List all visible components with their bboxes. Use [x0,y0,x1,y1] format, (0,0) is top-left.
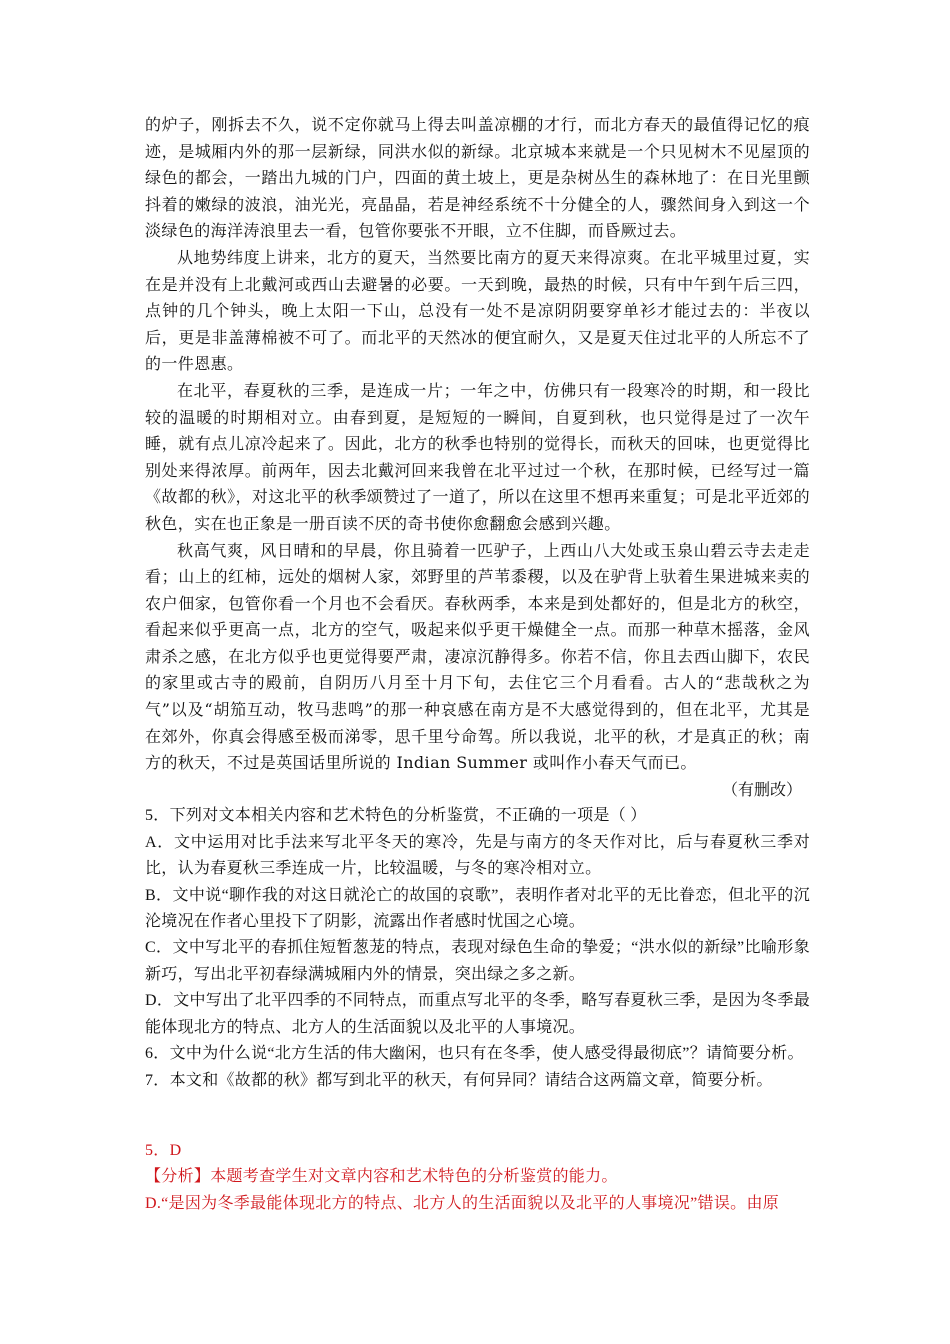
answer-5: 5．D [145,1141,182,1159]
question-7: 7．本文和《故都的秋》都写到北平的秋天，有何异同？请结合这两篇文章，简要分析。 [145,1071,773,1089]
answer-d-note: D.“是因为冬季最能体现北方的特点、北方人的生活面貌以及北平的人事境况”错误。由原 [145,1194,780,1212]
option-a: A．文中运用对比手法来写北平冬天的寒冷，先是与南方的冬天作对比，后与春夏秋三季对比，认为春夏秋三季连成一片，比较温暖，与冬的寒冷相对立。 [145,833,810,878]
passage-paragraph-2: 从地势纬度上讲来，北方的夏天，当然要比南方的夏天来得凉爽。在北平城里过夏，实在是并没有上北戴河或西山去避暑的必要。一天到晚，最热的时候，只有中午到午后三四，点钟的几个钟头，晚上太阳一下山，总没有一处不是凉阴阴要穿单衫才能过去的：半夜以后，更是非盖薄棉被不可了。而北平的天然冰的便宜耐久，又是夏天住过北平的人所忘不了的一件恩惠。 [145,247,810,374]
source-note: （有删改） [721,779,802,799]
option-c: C．文中写北平的春抓住短暂葱茏的特点，表现对绿色生命的挚爱；“洪水似的新绿”比喻形象新巧，写出北平初春绿满城厢内外的情景，突出绿之多之新。 [145,939,810,983]
question-6: 6．文中为什么说“北方生活的伟大幽闲，也只有在冬季，使人感受得最彻底”？请简要分析。 [145,1045,804,1063]
option-d: D．文中写出了北平四季的不同特点，而重点写北平的冬季，略写春夏秋三季，是因为冬季最能体现北方的特点、北方人的生活面貌以及北平的人事境况。 [145,992,810,1036]
passage-paragraph-3: 在北平，春夏秋的三季，是连成一片；一年之中，仿佛只有一段寒冷的时期，和一段比较的温暖的时期相对立。由春到夏，是短短的一瞬间，自夏到秋，也只觉得是过了一次午睡，就有点儿凉冷起来了。因此，北方的秋季也特别的觉得长，而秋天的回味，也更觉得比别处来得浓厚。前两年，因去北戴河回来我曾在北平过过一个秋，在那时候，已经写过一篇《故都的秋》，对这北平的秋季颂赞过了一道了，所以在这里不想再来重复；可是北平近郊的秋色，实在也正象是一册百读不厌的奇书使你愈翻愈会感到兴趣。 [145,380,810,533]
passage-paragraph-4: 秋高气爽，风日晴和的早晨，你且骑着一匹驴子，上西山八大处或玉泉山碧云寺去走走看；山上的红柿，远处的烟树人家，郊野里的芦苇黍稷，以及在驴背上驮着生果进城来卖的农户佃家，包管你看一个月也不会看厌。春秋两季，本来是到处都好的，但是北方的秋空，看起来似乎更高一点，北方的空气，吸起来似乎更干燥健全一点。而那一种草木摇落，金风肃杀之感，在北方似乎也更觉得要严肃，凄凉沉静得多。你若不信，你且去西山脚下，农民的家里或古寺的殿前，自阴历八月至十月下旬，去住它三个月看看。古人的“悲哉秋之为气”以及“胡笳互动，牧马悲鸣”的那一种哀感在南方是不大感觉得到的，但在北平，尤其是在郊外，你真会得感至极而涕零，思千里兮命驾。所以我说，北平的秋，才是真正的秋；南方的秋天，不过是英国话里所说的 Indian Summer 或叫作小春天气而已。 [145,540,810,773]
answer-analysis: 【分析】本题考查学生对文章内容和艺术特色的分析鉴赏的能力。 [145,1168,618,1186]
passage-paragraph-1: 的炉子，刚拆去不久，说不定你就马上得去叫盖凉棚的才行，而北方春天的最值得记忆的痕迹，是城厢内外的那一层新绿，同洪水似的新绿。北京城本来就是一个只见树木不见屋顶的绿色的都会，一踏出九城的门户，四面的黄土坡上，更是杂树丛生的森林地了：在日光里颤抖着的嫩绿的波浪，油光光，亮晶晶，若是神经系统不十分健全的人，骤然间身入到这一个淡绿色的海洋涛浪里去一看，包管你要张不开眼，立不住脚，而昏厥过去。 [145,115,810,241]
question-5: 5．下列对文本相关内容和艺术特色的分析鉴赏，不正确的一项是（ ） [145,807,647,825]
option-b: B．文中说“聊作我的对这日就沦亡的故国的哀歌”，表明作者对北平的无比眷恋，但北平的沉沦境况在作者心里投下了阴影，流露出作者感时忧国之心境。 [145,886,810,931]
section-spacer [145,1094,810,1138]
document-content [145,112,810,1217]
